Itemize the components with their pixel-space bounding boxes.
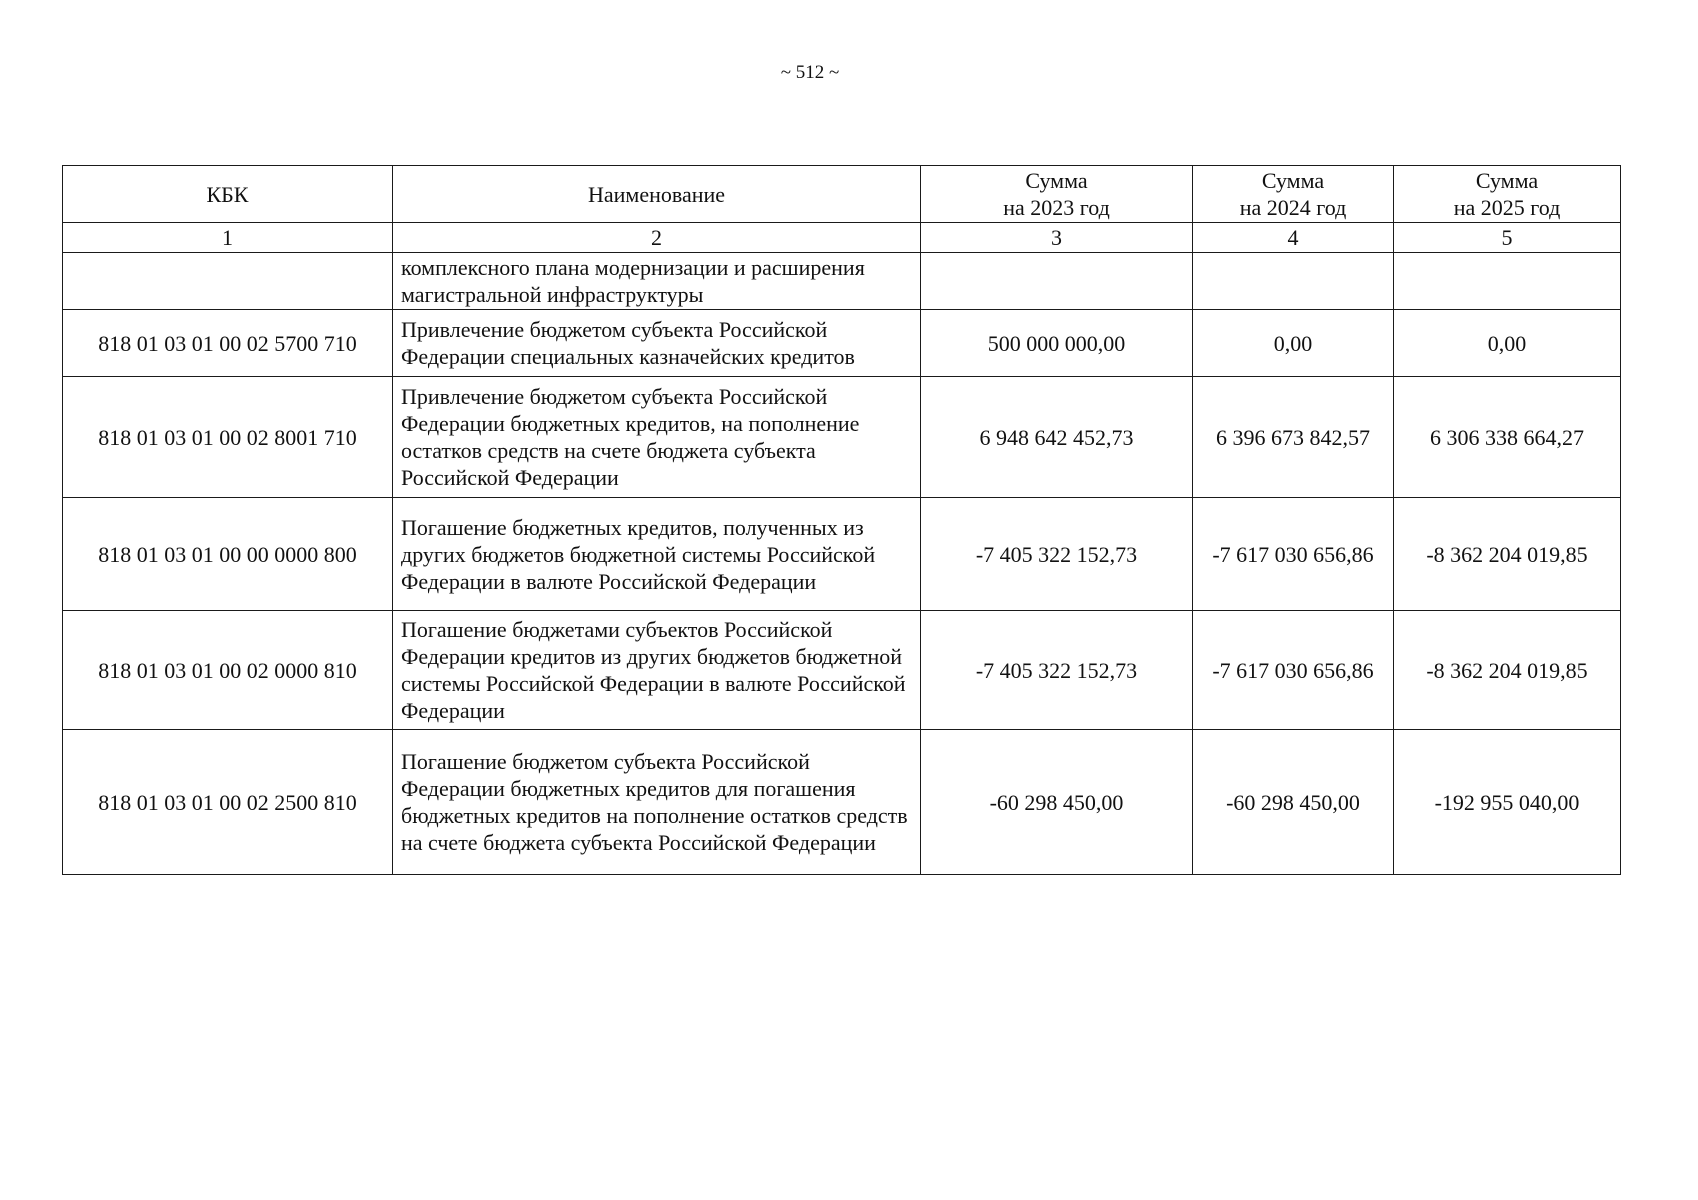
- header-sum-2024-line2: на 2024 год: [1239, 195, 1347, 220]
- header-sum-2024: [1193, 166, 1394, 223]
- sum-2023-cell: -7 405 322 152,73: [921, 498, 1193, 611]
- name-cell: Погашение бюджетных кредитов, полученных из других бюджетов бюджетной системы Российской Федерации в валюте Российской Федерации: [393, 498, 921, 611]
- name-cell: комплексного плана модернизации и расширения магистральной инфраструктуры: [393, 253, 921, 310]
- sum-2023-cell: 500 000 000,00: [921, 310, 1193, 377]
- sum-2024-cell: 0,00: [1193, 310, 1394, 377]
- budget-table: [62, 165, 1621, 875]
- sum-2025-cell: 0,00: [1394, 310, 1621, 377]
- name-cell: Привлечение бюджетом субъекта Российской Федерации бюджетных кредитов, на пополнение остатков средств на счете бюджета субъекта Российской Федерации: [393, 377, 921, 498]
- column-number-row: [63, 223, 1621, 253]
- kbk-cell: [63, 253, 393, 310]
- header-sum-2025-line2: на 2025 год: [1453, 195, 1561, 220]
- sum-2023-cell: -7 405 322 152,73: [921, 611, 1193, 730]
- table-row: [63, 611, 1621, 730]
- name-cell: Погашение бюджетом субъекта Российской Федерации бюджетных кредитов для погашения бюджетных кредитов на пополнение остатков средств на счете бюджета субъекта Российской Федерации: [393, 730, 921, 875]
- column-number-1: 1: [63, 223, 393, 253]
- header-sum-2024-line1: Сумма: [1261, 168, 1325, 193]
- sum-2025-cell: -8 362 204 019,85: [1394, 611, 1621, 730]
- page-number: ~ 512 ~: [780, 62, 840, 83]
- kbk-cell: 818 01 03 01 00 02 8001 710: [63, 377, 393, 498]
- header-row: [63, 166, 1621, 223]
- table-row: [63, 498, 1621, 611]
- column-number-4: 4: [1193, 223, 1394, 253]
- sum-2024-cell: 6 396 673 842,57: [1193, 377, 1394, 498]
- sum-2024-cell: -7 617 030 656,86: [1193, 498, 1394, 611]
- kbk-cell: 818 01 03 01 00 00 0000 800: [63, 498, 393, 611]
- kbk-cell: 818 01 03 01 00 02 0000 810: [63, 611, 393, 730]
- sum-2024-cell: -60 298 450,00: [1193, 730, 1394, 875]
- sum-2025-cell: -192 955 040,00: [1394, 730, 1621, 875]
- sum-2023-cell: [921, 253, 1193, 310]
- kbk-cell: 818 01 03 01 00 02 5700 710: [63, 310, 393, 377]
- table-row: [63, 310, 1621, 377]
- sum-2023-cell: 6 948 642 452,73: [921, 377, 1193, 498]
- sum-2025-cell: [1394, 253, 1621, 310]
- table-row: [63, 253, 1621, 310]
- header-sum-2023: [921, 166, 1193, 223]
- header-name: Наименование: [393, 166, 921, 223]
- sum-2024-cell: [1193, 253, 1394, 310]
- column-number-5: 5: [1394, 223, 1621, 253]
- sum-2024-cell: -7 617 030 656,86: [1193, 611, 1394, 730]
- sum-2023-cell: -60 298 450,00: [921, 730, 1193, 875]
- sum-2025-cell: -8 362 204 019,85: [1394, 498, 1621, 611]
- header-sum-2025-line1: Сумма: [1475, 168, 1539, 193]
- header-sum-2023-line2: на 2023 год: [1003, 195, 1110, 220]
- table-row: [63, 377, 1621, 498]
- name-cell: Привлечение бюджетом субъекта Российской Федерации специальных казначейских кредитов: [393, 310, 921, 377]
- table-row: [63, 730, 1621, 875]
- header-sum-2025: [1394, 166, 1621, 223]
- column-number-2: 2: [393, 223, 921, 253]
- sum-2025-cell: 6 306 338 664,27: [1394, 377, 1621, 498]
- header-sum-2023-line1: Сумма: [1025, 168, 1088, 193]
- kbk-cell: 818 01 03 01 00 02 2500 810: [63, 730, 393, 875]
- column-number-3: 3: [921, 223, 1193, 253]
- name-cell: Погашение бюджетами субъектов Российской Федерации кредитов из других бюджетов бюджетной системы Российской Федерации в валюте Российской Федерации: [393, 611, 921, 730]
- header-kbk: КБК: [63, 166, 393, 223]
